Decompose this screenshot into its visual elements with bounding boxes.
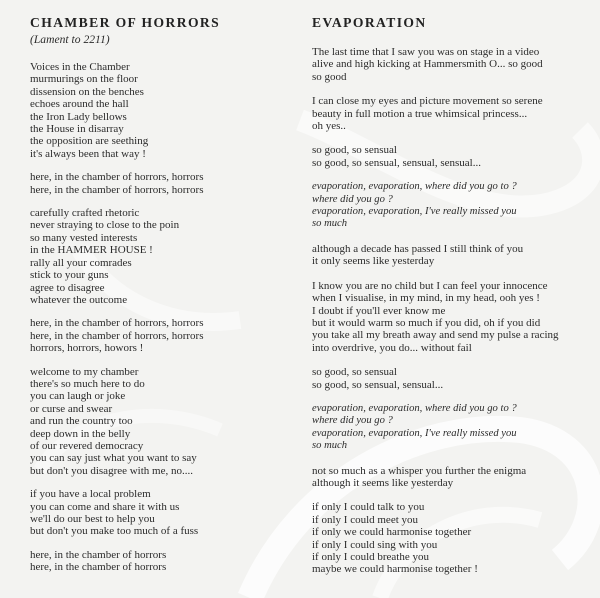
lyric-line: evaporation, evaporation, I've really missed you	[312, 427, 517, 439]
lyric-line: alive and high kicking at Hammersmith O... so good	[312, 58, 543, 71]
lyric-line: although it seems like yesterday	[312, 476, 454, 489]
lyric-line: here, in the chamber of horrors, horrors	[30, 171, 204, 184]
lyric-line: where did you go ?	[312, 193, 393, 205]
lyric-line: so good, so sensual, sensual...	[312, 378, 444, 391]
lyric-line: if only we could harmonise together	[312, 526, 472, 539]
lyric-line: when I visualise, in my mind, in my head, ooh yes !	[312, 292, 540, 305]
lyric-line: if you have a local problem	[30, 488, 151, 501]
stanza	[30, 61, 290, 160]
lyric-line: but don't you make too much of a fuss	[30, 525, 199, 538]
lyric-line: horrors, horrors, howors !	[30, 342, 144, 355]
lyric-line: here, in the chamber of horrors	[30, 548, 167, 561]
lyric-line: but it would warm so much if you did, oh if you did	[312, 316, 541, 329]
lyric-line: or curse and swear	[30, 402, 113, 415]
lyrics-column-left	[30, 14, 290, 585]
stanza	[312, 243, 584, 268]
lyric-line: deep down in the belly	[30, 427, 131, 440]
stanza	[30, 207, 290, 306]
lyric-line: I can close my eyes and picture movement so serene	[312, 95, 543, 108]
lyrics-column-right	[312, 14, 584, 588]
lyric-line: Voices in the Chamber	[30, 61, 130, 73]
stanza	[312, 46, 584, 83]
lyric-line: and run the country too	[30, 415, 133, 428]
lyric-line: into overdrive, you do... without fail	[312, 341, 472, 354]
lyric-line: but don't you disagree with me, no....	[30, 464, 193, 477]
lyric-line: it only seems like yesterday	[312, 255, 435, 268]
chorus-stanza	[312, 181, 584, 231]
lyric-line: murmurings on the floor	[30, 73, 138, 86]
lyric-line: so good	[312, 70, 347, 83]
lyric-line: beauty in full motion a true whimsical princess...	[312, 107, 528, 120]
lyric-line: maybe we could harmonise together !	[312, 563, 478, 576]
lyric-line: you can say just what you want to say	[30, 452, 197, 465]
lyric-line: it's always been that way !	[30, 147, 146, 160]
stanza	[30, 549, 290, 574]
lyric-line: The last time that I saw you was on stage in a video	[312, 46, 540, 58]
lyric-line: you take all my breath away and send my pulse a racing	[312, 329, 559, 342]
lyric-line: if only I could meet you	[312, 513, 419, 526]
lyric-line: evaporation, evaporation, I've really missed you	[312, 206, 517, 218]
lyric-line: here, in the chamber of horrors, horrors	[30, 329, 204, 342]
lyric-line: if only I could sing with you	[312, 538, 438, 551]
lyric-line: if only I could talk to you	[312, 501, 425, 514]
lyric-line: so good, so sensual, sensual, sensual...	[312, 156, 481, 169]
lyric-line: we'll do our best to help you	[30, 513, 155, 525]
song-subtitle-left: (Lament to 2211)	[30, 33, 110, 46]
stanza	[312, 280, 584, 354]
lyric-line: there's so much here to do	[30, 377, 145, 390]
lyric-line: in the HAMMER HOUSE !	[30, 244, 153, 257]
lyric-line: so good, so sensual	[312, 366, 397, 379]
song-title-right: EVAPORATION	[312, 15, 427, 30]
lyric-line: oh yes..	[312, 120, 346, 133]
lyric-line: the House in disarray	[30, 123, 124, 136]
chorus-stanza	[312, 403, 584, 453]
lyric-line: dissension on the benches	[30, 85, 144, 98]
lyric-line: I doubt if you'll ever know me	[312, 304, 446, 317]
stanzas-right	[312, 46, 584, 576]
stanza	[312, 465, 584, 490]
lyric-line: here, in the chamber of horrors	[30, 561, 167, 574]
stanzas-left	[30, 61, 290, 574]
lyric-line: if only I could breathe you	[312, 551, 429, 563]
lyric-line: of our revered democracy	[30, 439, 144, 452]
stanza	[30, 171, 290, 196]
stanza	[312, 144, 584, 169]
lyric-line: so many vested interests	[30, 231, 138, 244]
lyric-line: agree to disagree	[30, 281, 105, 294]
lyric-line: you can come and share it with us	[30, 500, 180, 513]
lyric-line: rally all your comrades	[30, 256, 132, 269]
lyric-line: you can laugh or joke	[30, 390, 126, 403]
stanza	[30, 488, 290, 538]
lyric-line: although a decade has passed I still think of you	[312, 242, 524, 255]
stanza	[30, 317, 290, 354]
lyric-line: so much	[312, 440, 348, 452]
stanza	[30, 366, 290, 478]
stanza	[312, 95, 584, 132]
lyric-line: carefully crafted rhetoric	[30, 207, 140, 220]
lyric-line: the opposition are seething	[30, 135, 149, 148]
lyric-line: I know you are no child but I can feel your innocence	[312, 279, 548, 292]
stanza	[312, 501, 584, 575]
lyric-line: never straying to close to the poin	[30, 219, 180, 232]
lyric-line: here, in the chamber of horrors, horrors	[30, 183, 204, 196]
lyric-line: evaporation, evaporation, where did you go to ?	[312, 181, 517, 193]
lyric-line: so good, so sensual	[312, 144, 397, 157]
lyric-line: evaporation, evaporation, where did you go to ?	[312, 402, 517, 414]
lyric-line: welcome to my chamber	[30, 365, 139, 378]
lyric-line: where did you go ?	[312, 415, 393, 427]
lyric-line: not so much as a whisper you further the enigma	[312, 464, 527, 477]
lyric-line: so much	[312, 218, 348, 230]
song-title-left: CHAMBER OF HORRORS	[30, 15, 221, 30]
lyric-line: the Iron Lady bellows	[30, 110, 127, 123]
lyric-line: echoes around the hall	[30, 98, 129, 111]
lyric-line: whatever the outcome	[30, 293, 128, 306]
stanza	[312, 366, 584, 391]
lyric-line: stick to your guns	[30, 269, 109, 282]
lyric-line: here, in the chamber of horrors, horrors	[30, 317, 204, 330]
